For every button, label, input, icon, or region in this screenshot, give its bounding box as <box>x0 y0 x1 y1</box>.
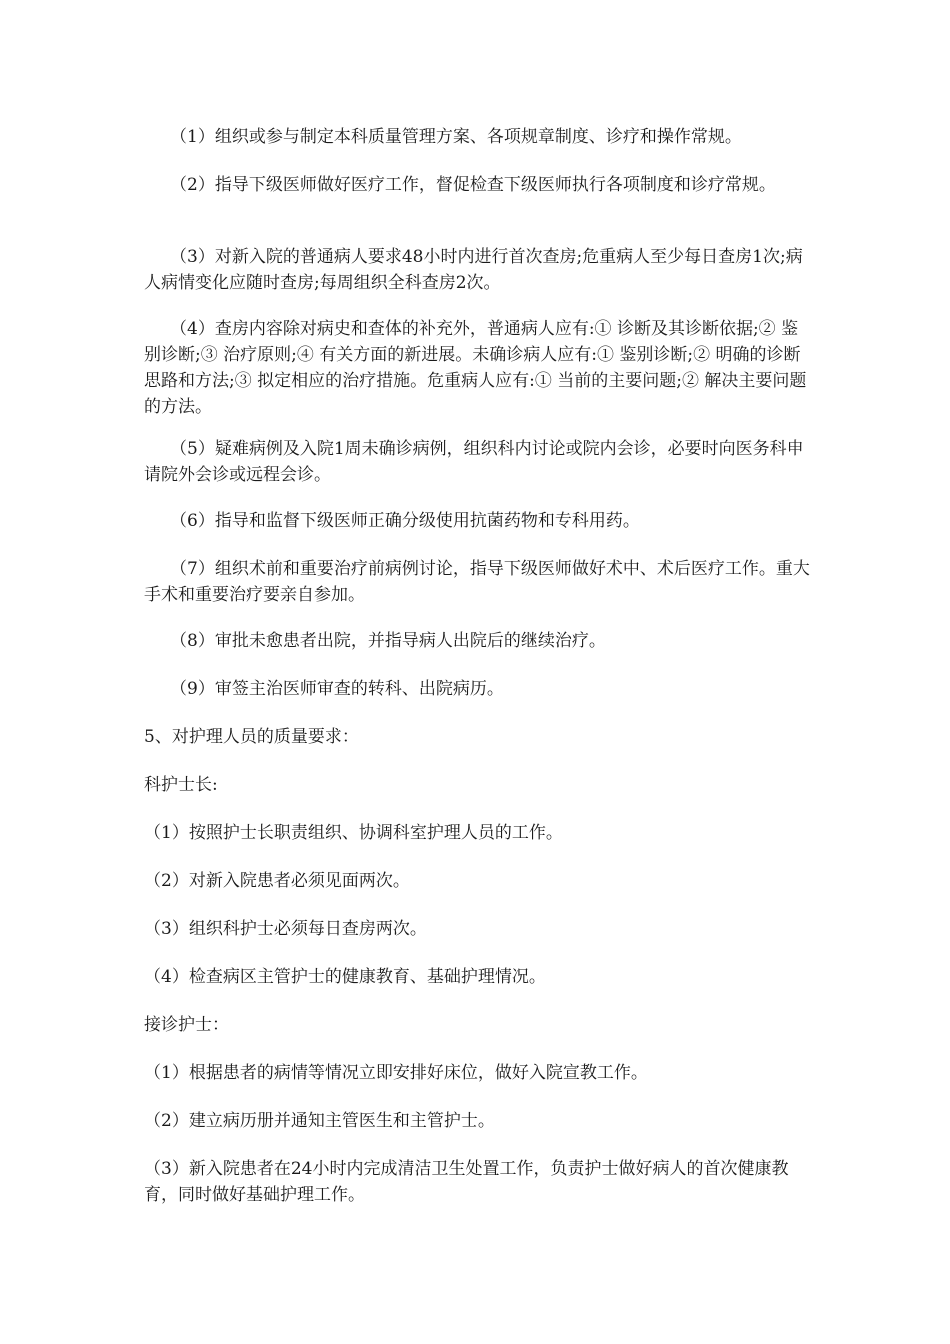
paragraph-4: （4）查房内容除对病史和查体的补充外，普通病人应有:① 诊断及其诊断依据;② 鉴别诊断;③ 治疗原则;④ 有关方面的新进展。未确诊病人应有:① 鉴别诊断;② 明确的诊断思路和方法;③ 拟定相应的治疗措施。危重病人应有:① 当前的主要问题;② 解决主要问题的方法。 <box>144 319 807 417</box>
paragraph-1: （1）组织或参与制定本科质量管理方案、各项规章制度、诊疗和操作常规。 <box>170 127 742 147</box>
paragraph-9: （9）审签主治医师审查的转科、出院病历。 <box>170 679 504 699</box>
paragraph-head-nurse-2: （2）对新入院患者必须见面两次。 <box>144 871 410 891</box>
paragraph-7: （7）组织术前和重要治疗前病例讨论，指导下级医师做好术中、术后医疗工作。重大手术和重要治疗要亲自参加。 <box>144 559 810 605</box>
subheading-head-nurse: 科护士长: <box>144 775 218 795</box>
paragraph-8: （8）审批未愈患者出院，并指导病人出院后的继续治疗。 <box>170 631 606 651</box>
paragraph-head-nurse-4: （4）检查病区主管护士的健康教育、基础护理情况。 <box>144 967 546 987</box>
subheading-admission-nurse: 接诊护士： <box>144 1015 229 1035</box>
paragraph-2: （2）指导下级医师做好医疗工作，督促检查下级医师执行各项制度和诊疗常规。 <box>170 175 776 195</box>
paragraph-admission-nurse-3: （3）新入院患者在24小时内完成清洁卫生处置工作，负责护士做好病人的首次健康教育，同时做好基础护理工作。 <box>144 1159 789 1205</box>
paragraph-6: （6）指导和监督下级医师正确分级使用抗菌药物和专科用药。 <box>170 511 640 531</box>
paragraph-5: （5）疑难病例及入院1周未确诊病例，组织科内讨论或院内会诊，必要时向医务科申请院外会诊或远程会诊。 <box>144 439 804 485</box>
paragraph-3: （3）对新入院的普通病人要求48小时内进行首次查房;危重病人至少每日查房1次;病人病情变化应随时查房;每周组织全科查房2次。 <box>144 247 803 293</box>
paragraph-head-nurse-1: （1）按照护士长职责组织、协调科室护理人员的工作。 <box>144 823 563 843</box>
section-heading-nursing: 5、对护理人员的质量要求： <box>144 727 359 747</box>
paragraph-admission-nurse-1: （1）根据患者的病情等情况立即安排好床位，做好入院宣教工作。 <box>144 1063 648 1083</box>
paragraph-head-nurse-3: （3）组织科护士必须每日查房两次。 <box>144 919 427 939</box>
paragraph-admission-nurse-2: （2）建立病历册并通知主管医生和主管护士。 <box>144 1111 495 1131</box>
